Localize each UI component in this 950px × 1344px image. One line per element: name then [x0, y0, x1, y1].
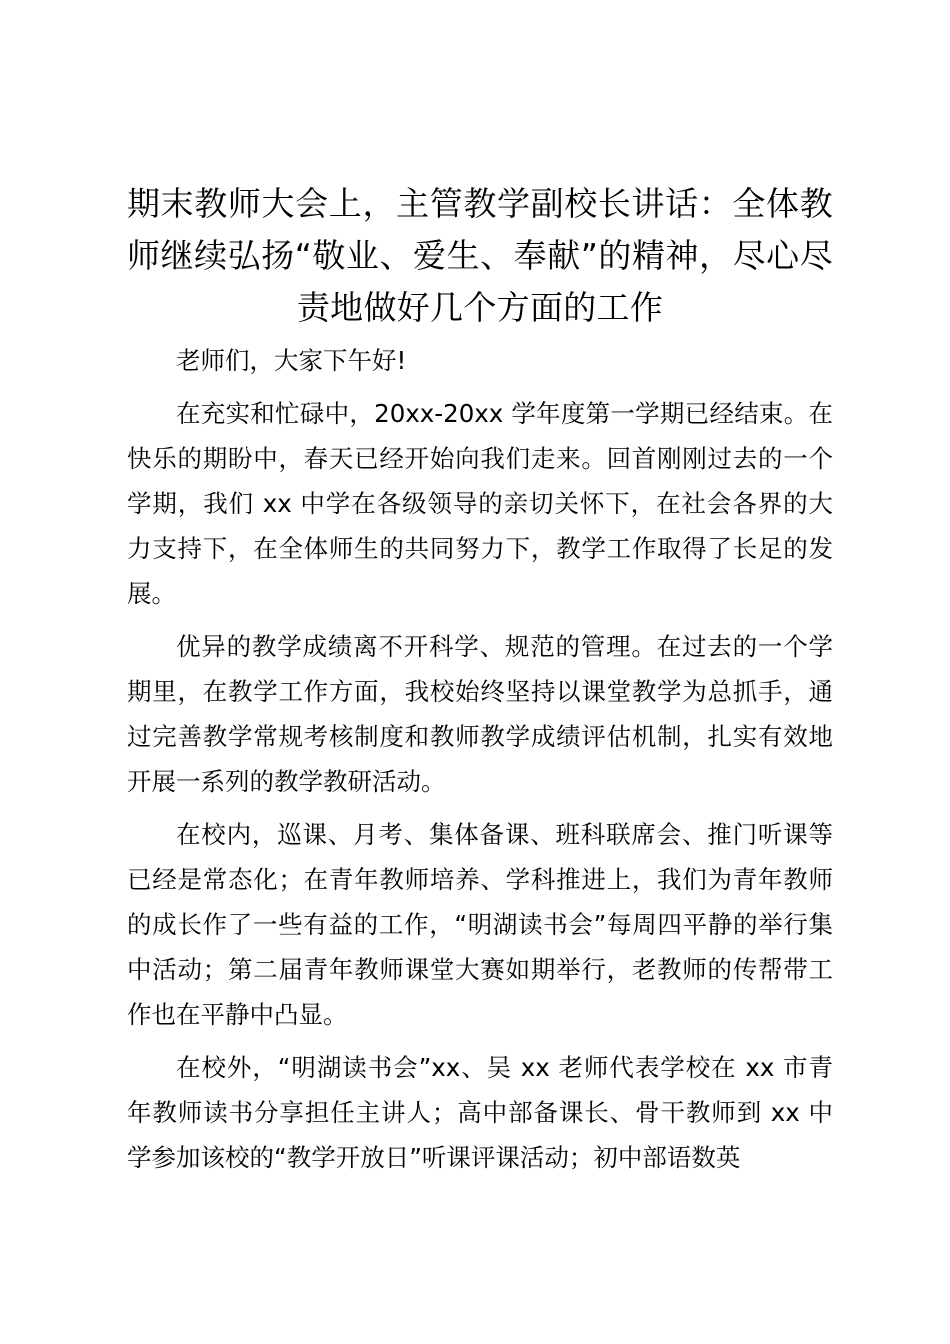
greeting-paragraph: 老师们，大家下午好! — [176, 346, 407, 375]
body-paragraph-4: 在校外，“明湖读书会”xx、吴 xx 老师代表学校在 xx 市青年教师读书分享担任主讲人；高中部备课长、骨干教师到 xx 中学参加该校的“教学开放日”听课评课活动；初中部语数英 — [127, 1053, 833, 1172]
body-paragraph-1: 在充实和忙碌中，20xx-20xx 学年度第一学期已经结束。在快乐的期盼中，春天已经开始向我们走来。回首刚刚过去的一个学期，我们 xx 中学在各级领导的亲切关怀下，在社会各界的大力支持下，在全体师生的共同努力下，教学工作取得了长足的发展。 — [127, 399, 833, 608]
document-page — [127, 178, 833, 1180]
body-paragraph-2: 优异的教学成绩离不开科学、规范的管理。在过去的一个学期里，在教学工作方面，我校始终坚持以课堂教学为总抓手，通过完善教学常规考核制度和教师教学成绩评估机制，扎实有效地开展一系列的教学教研活动。 — [127, 632, 833, 796]
document-title: 期末教师大会上，主管教学副校长讲话：全体教师继续弘扬“敬业、爱生、奉献”的精神，尽心尽责地做好几个方面的工作 — [127, 184, 833, 327]
body-paragraph-3: 在校内，巡课、月考、集体备课、班科联席会、推门听课等已经是常态化；在青年教师培养、学科推进上，我们为青年教师的成长作了一些有益的工作，“明湖读书会”每周四平静的举行集中活动；第二届青年教师课堂大赛如期举行，老教师的传帮带工作也在平静中凸显。 — [127, 820, 833, 1029]
